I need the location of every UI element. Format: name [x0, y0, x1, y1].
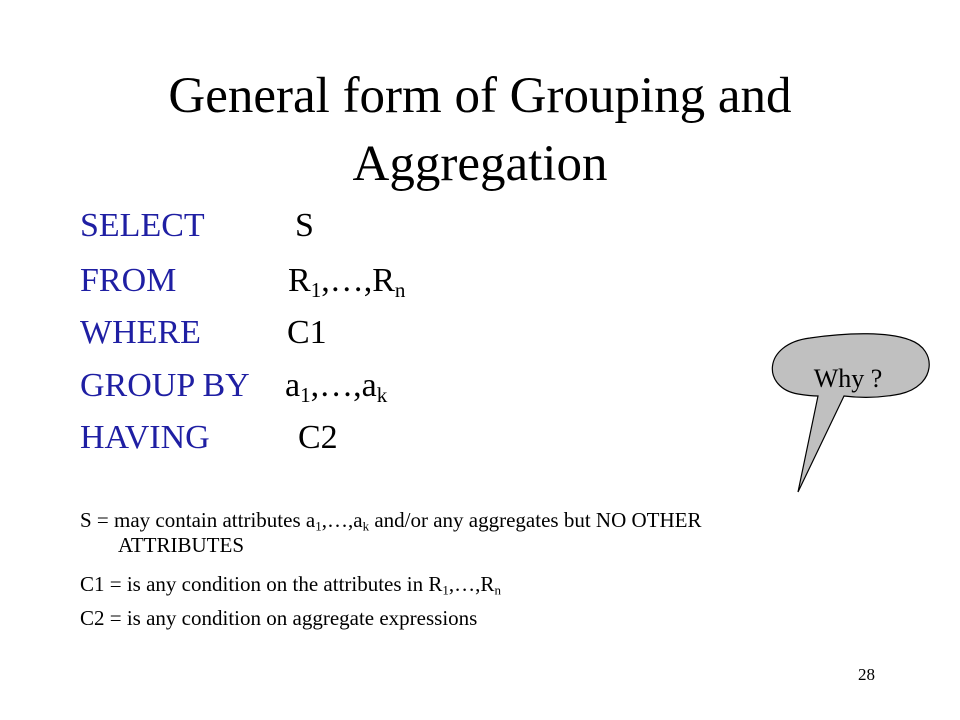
having-keyword: HAVING — [80, 419, 210, 456]
select-keyword: SELECT — [80, 207, 205, 244]
group-by-keyword: GROUP BY — [80, 367, 250, 404]
having-value: C2 — [298, 419, 338, 456]
why-callout-bubble — [760, 330, 940, 500]
from-keyword: FROM — [80, 262, 177, 299]
where-clause — [80, 314, 327, 364]
note-c1: C1 = is any condition on the attributes in $R_1,\dots,R_n$ — [80, 572, 501, 598]
title-line-1: General form of Grouping and — [168, 68, 792, 124]
callout-text: Why ? — [813, 364, 883, 393]
note-c2: C2 = is any condition on aggregate expressions — [80, 606, 478, 630]
group-by-value: $a_1,\dots,a_k$ — [285, 367, 388, 407]
having-clause — [80, 419, 338, 469]
from-clause — [80, 262, 406, 312]
group-by-clause — [80, 367, 388, 417]
title-line-2: Aggregation — [352, 136, 608, 192]
where-value: C1 — [287, 314, 327, 351]
select-clause — [80, 207, 314, 257]
slide-title — [60, 62, 900, 198]
page-number: 28 — [858, 665, 875, 684]
where-keyword: WHERE — [80, 314, 201, 351]
note-s: S = may contain attributes $a_1,\dots,a_k$ and/or any aggregates but NO OTHER ATTRIBUTES — [80, 508, 702, 557]
note-s-continuation: ATTRIBUTES — [118, 533, 244, 557]
select-value: S — [295, 207, 314, 244]
from-value: $R_1,\dots,R_n$ — [288, 262, 406, 302]
